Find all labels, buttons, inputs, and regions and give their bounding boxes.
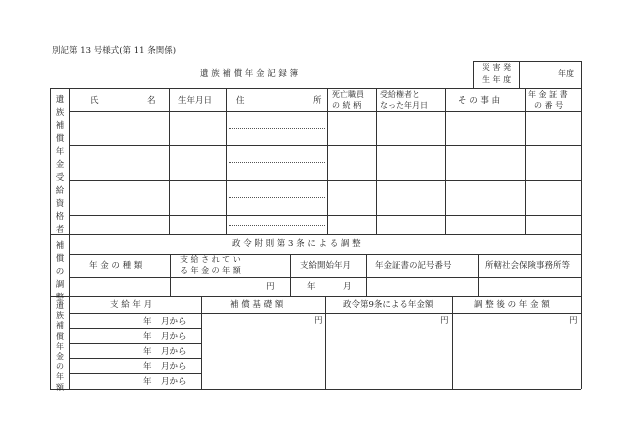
row-year: 年	[143, 317, 152, 327]
row-month-from: 月から	[161, 317, 187, 327]
header-name-1: 氏	[90, 96, 99, 106]
header-relation-2: の 続 柄	[332, 101, 362, 110]
adjustment-side-label: 補償の調整	[55, 241, 65, 303]
header-reason: そ の 事 由	[458, 96, 501, 106]
row-month-from: 月から	[161, 347, 187, 357]
start-month-label: 月	[343, 282, 352, 292]
fiscal-year-suffix: 年度	[558, 69, 574, 78]
table-left-border	[50, 88, 51, 389]
header-birth-date: 生年月日	[178, 96, 213, 106]
header-base-amount: 補 償 基 礎 額	[230, 300, 284, 310]
row-month-from: 月から	[161, 332, 187, 342]
header-adjusted-amount: 調 整 後 の 年 金 額	[474, 300, 550, 310]
adjusted-amount-yen: 円	[569, 316, 578, 326]
header-cert-symbol: 年金証書の記号番号	[375, 261, 452, 271]
header-name-2: 名	[147, 96, 156, 106]
row-year: 年	[143, 347, 152, 357]
table-top-border	[50, 88, 581, 89]
row-year: 年	[143, 377, 152, 387]
header-article9-amount: 政令第9条による年金額	[343, 300, 434, 310]
header-paid-amount-2: る 年 金 の 年 額	[180, 266, 241, 275]
table-right-border	[581, 88, 582, 389]
paid-amount-yen: 円	[266, 282, 275, 292]
annual-side-label: 遺族補償年金の年額	[56, 301, 64, 392]
form-number: 別記第 13 号様式(第 11 条関係)	[52, 46, 177, 56]
header-address-2: 所	[313, 96, 322, 106]
header-start-date: 支給開始年月	[300, 261, 352, 271]
header-cert-2: の 番 号	[534, 101, 564, 110]
row-year: 年	[143, 332, 152, 342]
base-amount-yen: 円	[314, 316, 323, 326]
row-month-from: 月から	[161, 377, 187, 387]
header-pay-period: 支 給 年 月	[110, 300, 153, 310]
disaster-year-label-1: 災 害 発	[482, 63, 512, 72]
header-pension-type: 年 金 の 種 類	[89, 261, 143, 271]
row-month-from: 月から	[161, 362, 187, 372]
row-year: 年	[143, 362, 152, 372]
start-year-label: 年	[307, 282, 316, 292]
header-office: 所轄社会保険事務所等	[485, 261, 571, 271]
disaster-year-label-2: 生 年 度	[482, 75, 512, 84]
header-cert-1: 年 金 証 書	[528, 90, 568, 99]
adjustment-section-title: 政 令 附 則 第 3 条 に よ る 調 整	[232, 239, 361, 249]
header-address-1: 住	[236, 96, 245, 106]
form-title: 遺 族 補 償 年 金 記 録 簿	[200, 69, 299, 79]
header-entitled-2: なった年月日	[380, 101, 428, 110]
header-entitled-1: 受給権者と	[380, 90, 420, 99]
header-paid-amount-1: 支 給 さ れ て い	[180, 255, 241, 264]
recipients-side-label: 遺族補償年金受給資格者	[55, 95, 65, 235]
article9-amount-yen: 円	[440, 316, 449, 326]
table-bottom-border	[50, 389, 581, 390]
header-relation-1: 死亡職員	[332, 90, 364, 99]
